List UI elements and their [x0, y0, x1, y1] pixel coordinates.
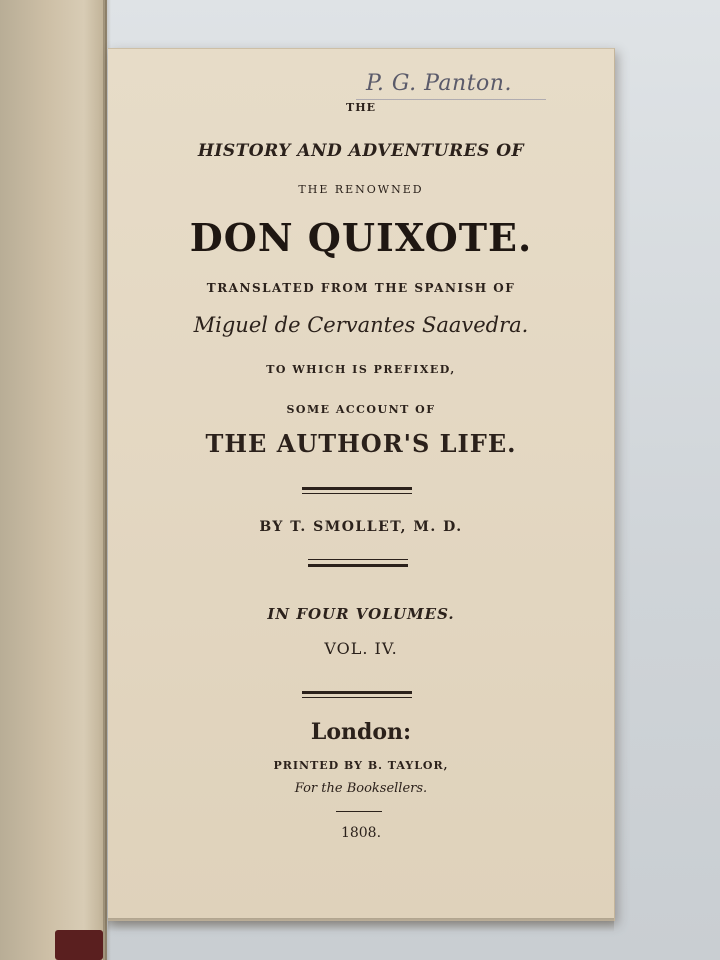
- book-title: DON QUIXOTE.: [189, 215, 533, 260]
- prefixed-line: TO WHICH IS PREFIXED,: [266, 363, 456, 376]
- signature-underline: [356, 99, 546, 100]
- rule-thin-2: [308, 559, 408, 560]
- rule-thick-2: [308, 564, 408, 567]
- translated-line: TRANSLATED FROM THE SPANISH OF: [206, 281, 516, 295]
- book-spine-ribbon: [55, 930, 103, 960]
- rule-thin-3: [302, 697, 412, 698]
- imprint-city: London:: [310, 719, 412, 745]
- title-page: [108, 48, 615, 921]
- publication-year: 1808.: [340, 825, 382, 841]
- booksellers-line: For the Booksellers.: [294, 781, 428, 796]
- author-name: Miguel de Cervantes Saavedra.: [193, 313, 529, 337]
- history-line: HISTORY AND ADVENTURES OF: [197, 141, 525, 161]
- byline: BY T. SMOLLET, M. D.: [259, 519, 463, 535]
- volume-number: VOL. IV.: [324, 639, 398, 658]
- rule-thick-1: [302, 487, 412, 490]
- title-word-the: THE: [346, 101, 376, 114]
- authors-life-heading: THE AUTHOR'S LIFE.: [205, 429, 517, 458]
- page-bottom-shadow: [108, 918, 614, 932]
- rule-thin-1: [302, 493, 412, 494]
- handwritten-signature: P. G. Panton.: [366, 71, 512, 96]
- rule-short: [336, 811, 382, 812]
- printer-line: PRINTED BY B. TAYLOR,: [273, 759, 449, 772]
- volumes-line: IN FOUR VOLUMES.: [267, 605, 455, 623]
- account-line: SOME ACCOUNT OF: [286, 403, 436, 416]
- left-page-edge: [0, 0, 107, 960]
- rule-thick-3: [302, 691, 412, 694]
- renowned-line: THE RENOWNED: [298, 183, 424, 196]
